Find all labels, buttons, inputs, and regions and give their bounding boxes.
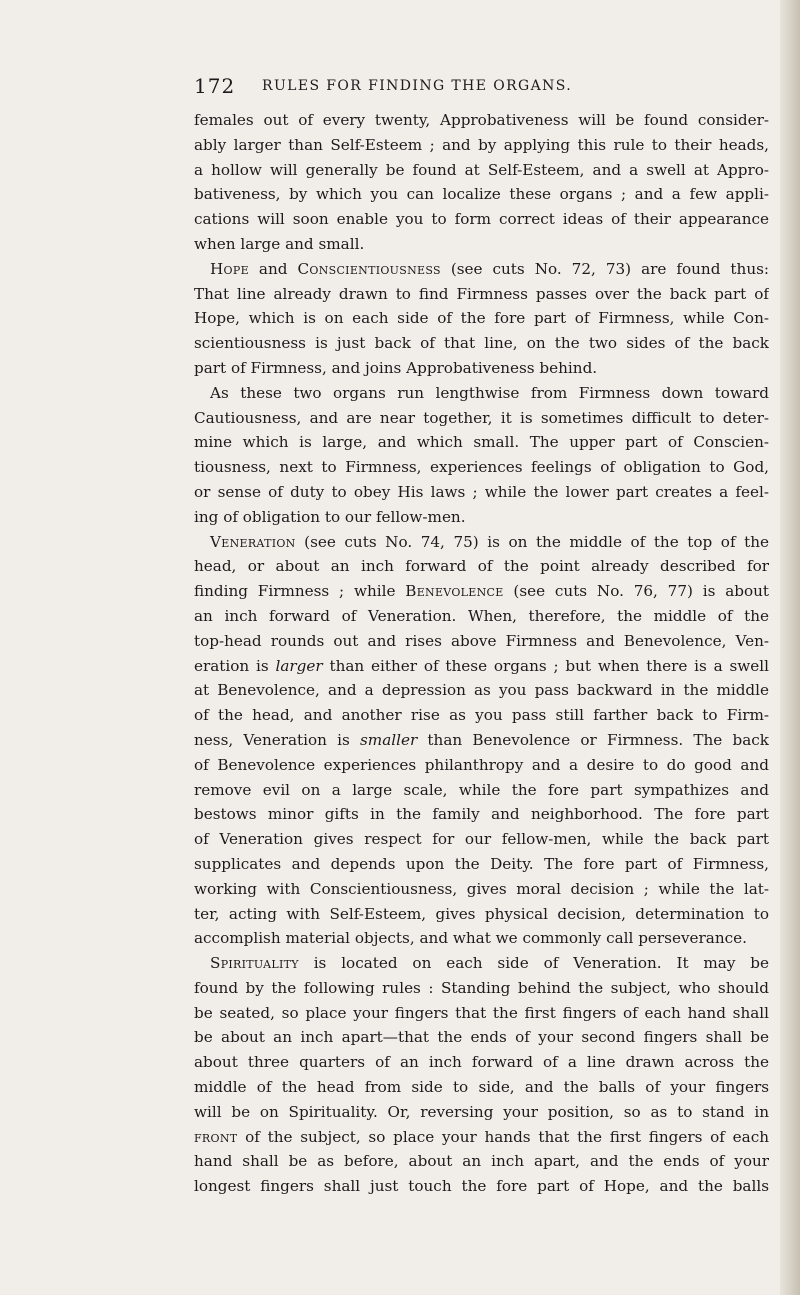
small-caps-term: Hope: [210, 259, 249, 278]
text-line: [194, 902, 769, 927]
text-segment: of the head, and another rise as you pass still farther back to Firm-: [194, 706, 769, 725]
text-segment: is located on each side of Veneration. It may be: [298, 954, 769, 973]
text-segment: tiousness, next to Firmness, experiences feelings of obligation to God,: [194, 458, 769, 477]
text-line: [194, 554, 769, 579]
text-segment: bestows minor gifts in the family and neighborhood. The fore part: [194, 805, 769, 824]
text-segment: a hollow will generally be found at Self-Esteem, and a swell at Appro-: [194, 160, 769, 179]
text-line: [194, 282, 769, 307]
text-segment: hand shall be as before, about an inch apart, and the ends of your: [194, 1152, 769, 1171]
text-segment: ter, acting with Self-Esteem, gives physical decision, determination to: [194, 904, 769, 923]
text-line: [194, 306, 769, 331]
text-segment: will be on Spirituality. Or, reversing your position, so as to stand in: [194, 1102, 769, 1121]
text-line: [194, 356, 769, 381]
text-segment: cations will soon enable you to form correct ideas of their appearance: [194, 210, 769, 229]
text-line: [194, 530, 769, 555]
text-segment: middle of the head from side to side, and the balls of your fingers: [194, 1078, 769, 1097]
text-line: [194, 877, 769, 902]
text-segment: mine which is large, and which small. The upper part of Conscien-: [194, 433, 769, 452]
text-line: [194, 1001, 769, 1026]
text-line: [194, 852, 769, 877]
text-line: [194, 802, 769, 827]
text-line: [194, 753, 769, 778]
text-line: [194, 703, 769, 728]
text-line: [194, 976, 769, 1001]
text-line: [194, 926, 769, 951]
text-line: [194, 1075, 769, 1100]
text-line: [194, 604, 769, 629]
text-line: [194, 430, 769, 455]
text-segment: accomplish material objects, and what we commonly call perseverance.: [194, 929, 747, 948]
text-segment: That line already drawn to find Firmness passes over the back part of: [194, 284, 769, 303]
text-segment: be seated, so place your fingers that the first fingers of each hand shall: [194, 1003, 769, 1022]
text-segment: remove evil on a large scale, while the fore part sympathizes and: [194, 780, 769, 799]
text-segment: and: [248, 259, 298, 278]
text-line: [194, 108, 769, 133]
emphasis-text: larger: [275, 656, 323, 675]
text-line: [194, 257, 769, 282]
text-segment: of the subject, so place your hands that the first fingers of each: [237, 1127, 769, 1146]
text-segment: Cautiousness, and are near together, it is sometimes difficult to deter-: [194, 408, 769, 427]
text-line: [194, 678, 769, 703]
text-segment: than Benevolence or Firmness. The back: [417, 730, 769, 749]
text-segment: finding Firmness ; while: [194, 582, 406, 601]
text-line: [194, 455, 769, 480]
text-line: [194, 505, 769, 530]
text-segment: longest fingers shall just touch the fore part of Hope, and the balls: [194, 1177, 769, 1196]
text-segment: scientiousness is just back of that line, on the two sides of the back: [194, 334, 769, 353]
text-segment: top-head rounds out and rises above Firmness and Benevolence, Ven-: [194, 631, 769, 650]
text-segment: working with Conscientiousness, gives moral decision ; while the lat-: [194, 879, 769, 898]
text-segment: of Benevolence experiences philanthropy and a desire to do good and: [194, 755, 769, 774]
text-line: [194, 182, 769, 207]
text-segment: an inch forward of Veneration. When, therefore, the middle of the: [194, 606, 769, 625]
text-segment: about three quarters of an inch forward of a line drawn across the: [194, 1053, 769, 1072]
text-line: [194, 158, 769, 183]
text-line: [194, 331, 769, 356]
emphasis-text: smaller: [360, 730, 418, 749]
text-line: [194, 579, 769, 604]
text-segment: eration is: [194, 656, 276, 675]
text-segment: found by the following rules : Standing behind the subject, who should: [194, 978, 769, 997]
text-segment: (see cuts No. 72, 73) are found thus:: [440, 259, 769, 278]
page-header: [0, 74, 800, 98]
text-line: [194, 778, 769, 803]
small-caps-term: Veneration: [210, 532, 296, 551]
text-line: [194, 480, 769, 505]
text-line: [194, 1050, 769, 1075]
text-segment: than either of these organs ; but when there is a swell: [322, 656, 769, 675]
text-line: [194, 207, 769, 232]
text-line: [194, 1149, 769, 1174]
text-line: [194, 827, 769, 852]
text-segment: ness, Veneration is: [194, 730, 360, 749]
text-line: [194, 406, 769, 431]
text-segment: (see cuts No. 74, 75) is on the middle of the top of the: [295, 532, 769, 551]
text-segment: bativeness, by which you can localize these organs ; and a few appli-: [194, 185, 769, 204]
text-line: [194, 232, 769, 257]
small-caps-term: Benevolence: [405, 582, 504, 601]
text-segment: supplicates and depends upon the Deity. The fore part of Firmness,: [194, 854, 769, 873]
text-line: [194, 951, 769, 976]
text-line: [194, 1174, 769, 1199]
text-line: [194, 133, 769, 158]
text-segment: part of Firmness, and joins Approbativeness behind.: [194, 358, 598, 377]
page-number: 172: [194, 74, 236, 98]
small-caps-term: Conscientiousness: [297, 259, 441, 278]
text-segment: of Veneration gives respect for our fellow-men, while the back part: [194, 830, 769, 849]
text-line: [194, 728, 769, 753]
text-segment: when large and small.: [194, 234, 365, 253]
text-line: [194, 629, 769, 654]
running-head: RULES FOR FINDING THE ORGANS.: [262, 78, 573, 94]
text-line: [194, 1025, 769, 1050]
text-line: [194, 1125, 769, 1150]
text-line: [194, 1100, 769, 1125]
text-line: [194, 381, 769, 406]
text-segment: As these two organs run lengthwise from Firmness down toward: [210, 383, 769, 402]
text-segment: or sense of duty to obey His laws ; while the lower part creates a feel-: [194, 482, 769, 501]
page-edge-shadow: [780, 0, 800, 1295]
text-segment: ing of obligation to our fellow-men.: [194, 507, 466, 526]
text-segment: females out of every twenty, Approbativeness will be found consider-: [194, 111, 769, 129]
text-segment: (see cuts No. 76, 77) is about: [503, 582, 769, 601]
text-segment: Hope, which is on each side of the fore part of Firmness, while Con-: [194, 309, 769, 328]
text-segment: be about an inch apart—that the ends of your second fingers shall be: [194, 1028, 769, 1047]
small-caps-term: Spirituality: [210, 954, 299, 973]
text-segment: ably larger than Self-Esteem ; and by applying this rule to their heads,: [194, 135, 769, 154]
text-segment: at Benevolence, and a depression as you pass backward in the middle: [194, 681, 769, 700]
body-text: [194, 108, 769, 1199]
small-caps-term: front: [194, 1127, 238, 1146]
text-segment: head, or about an inch forward of the point already described for: [194, 557, 769, 576]
text-line: [194, 654, 769, 679]
